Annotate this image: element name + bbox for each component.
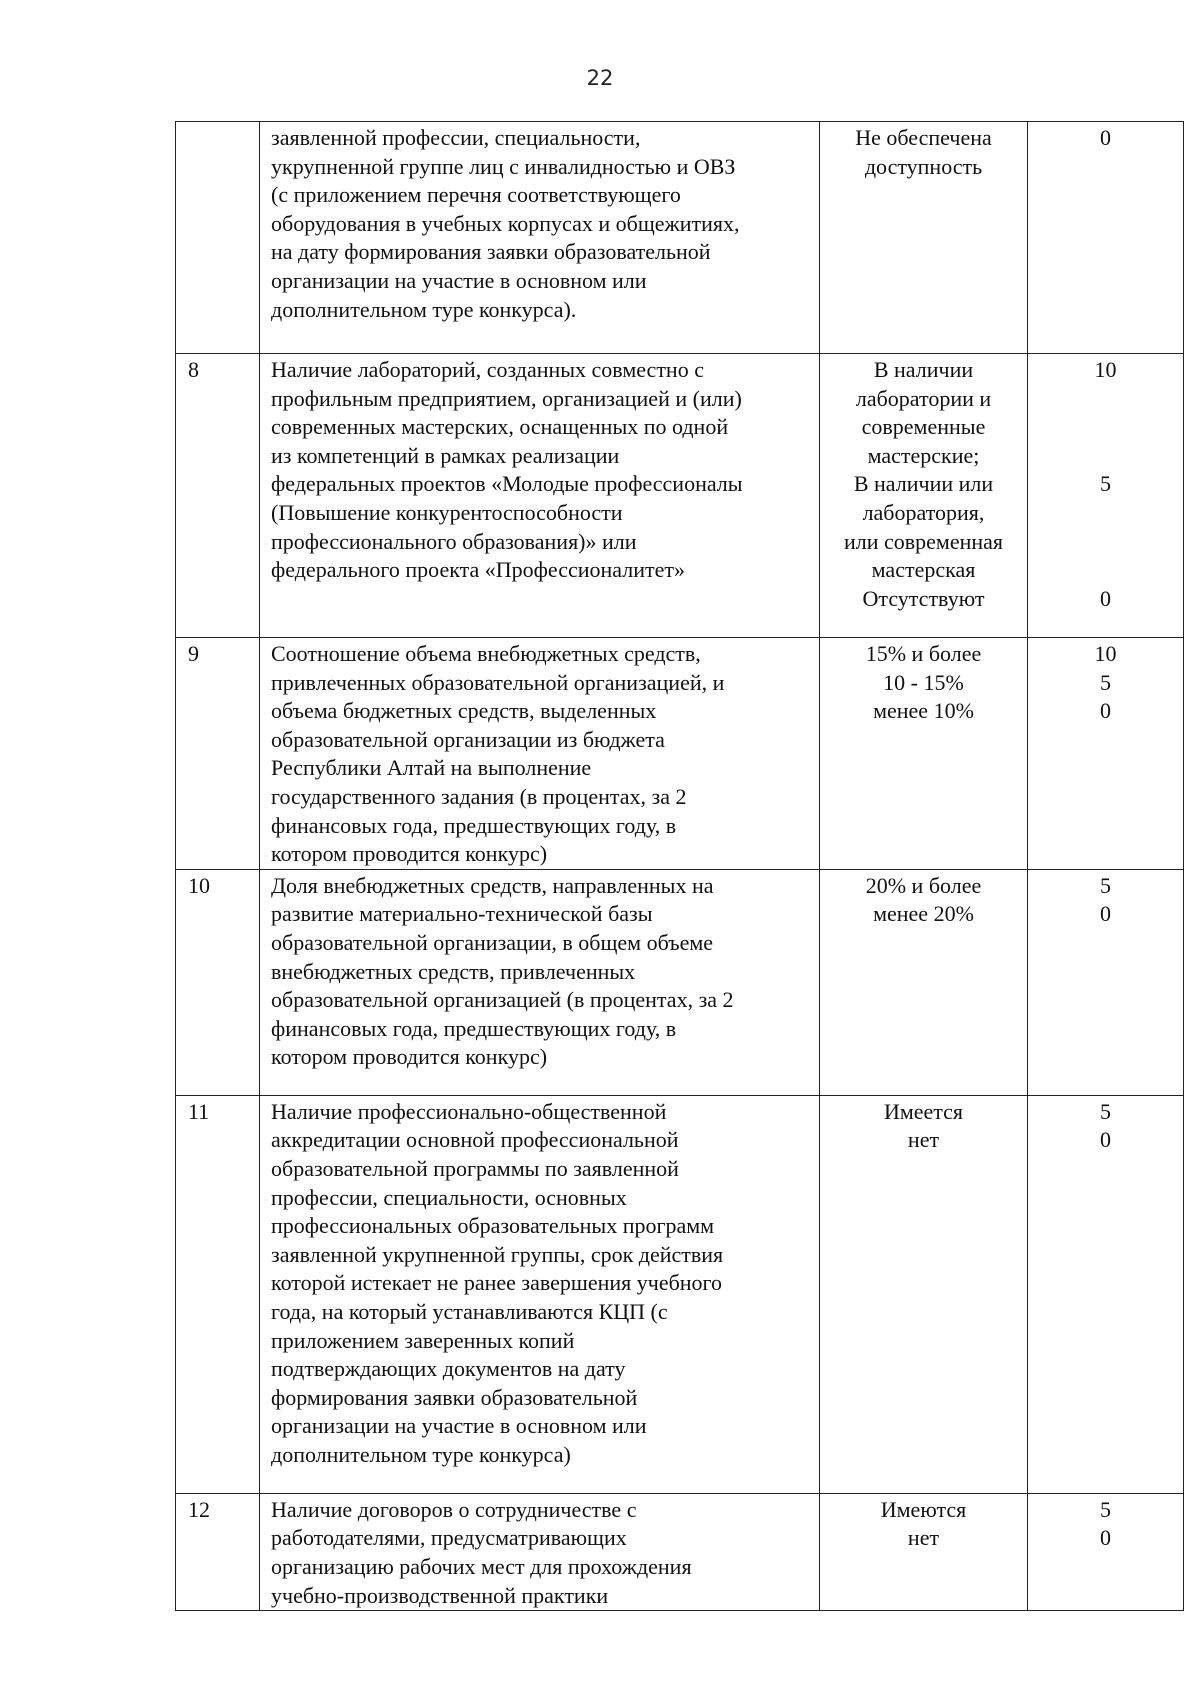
description-line: организации на участие в основном или <box>271 267 647 293</box>
criterion-score-cell <box>1028 1095 1184 1493</box>
table-row <box>176 122 1184 354</box>
spacer <box>1028 413 1183 442</box>
score-line: 0 <box>1100 1525 1111 1551</box>
criterion-score-cell <box>1028 638 1184 870</box>
criterion-condition-cell <box>820 869 1028 1095</box>
description-line: Соотношение объема внебюджетных средств, <box>271 641 701 666</box>
description-line: образовательной организацией (в процентах, за 2 <box>271 987 734 1013</box>
criteria-table-body <box>176 122 1184 1611</box>
condition-line: Имеются <box>880 1496 967 1522</box>
criterion-description-cell <box>260 354 820 638</box>
criterion-description-cell <box>260 122 820 354</box>
description-line: подтверждающих документов на дату <box>271 1356 626 1382</box>
description-line: профессии, специальности, основных <box>271 1184 627 1210</box>
criterion-condition-cell <box>820 122 1028 354</box>
table-row <box>176 869 1184 1095</box>
row-number-cell: 10 <box>176 869 260 1095</box>
condition-line: 10 - 15% <box>883 669 964 695</box>
table-row <box>176 638 1184 870</box>
spacer <box>1028 499 1183 528</box>
condition-line: мастерская <box>871 557 976 583</box>
description-line: современных мастерских, оснащенных по одной <box>271 414 729 440</box>
score-line: 5 <box>1100 1496 1111 1522</box>
criterion-description-cell <box>260 638 820 870</box>
score-line: 0 <box>1100 698 1111 724</box>
description-line: образовательной организации из бюджета <box>271 726 665 752</box>
row-number-cell: 9 <box>176 638 260 870</box>
description-line: профессиональных образовательных программ <box>271 1213 715 1239</box>
condition-line: Отсутствуют <box>862 585 985 611</box>
description-line: аккредитации основной профессиональной <box>271 1127 679 1153</box>
row-number-cell <box>176 122 260 354</box>
score-line: 10 <box>1094 641 1117 666</box>
condition-line: менее 20% <box>873 901 974 927</box>
criterion-condition-cell <box>820 354 1028 638</box>
condition-line: 20% и более <box>865 872 982 898</box>
description-line: финансовых года, предшествующих году, в <box>271 1015 677 1041</box>
score-line: 0 <box>1100 125 1111 150</box>
description-line: дополнительном туре конкурса) <box>271 1441 571 1467</box>
criterion-description-cell <box>260 1493 820 1610</box>
criterion-score-cell <box>1028 1493 1184 1610</box>
condition-line: Имеется <box>883 1098 964 1124</box>
description-line: федеральных проектов «Молодые профессионалы <box>271 471 743 497</box>
description-line: заявленной укрупненной группы, срок действия <box>271 1241 724 1267</box>
condition-line: современные <box>861 414 986 440</box>
description-line: Наличие лабораторий, созданных совместно с <box>271 357 704 382</box>
row-number-cell: 8 <box>176 354 260 638</box>
description-line: года, на который устанавливаются КЦП (с <box>271 1298 668 1324</box>
score-line: 0 <box>1100 585 1111 611</box>
condition-line: В наличии или <box>853 471 994 497</box>
condition-line: В наличии <box>873 357 974 382</box>
condition-line: или современная <box>843 528 1004 554</box>
table-row <box>176 1493 1184 1610</box>
condition-line: доступность <box>864 153 983 179</box>
description-line: формирования заявки образовательной <box>271 1384 638 1410</box>
condition-line: 15% и более <box>865 641 982 666</box>
page-number: 22 <box>586 66 614 90</box>
table-row <box>176 1095 1184 1493</box>
description-line: укрупненной группе лиц с инвалидностью и ОВЗ <box>271 153 736 179</box>
condition-line: менее 10% <box>873 698 974 724</box>
description-line: дополнительном туре конкурса). <box>271 296 577 322</box>
description-line: образовательной программы по заявленной <box>271 1155 679 1181</box>
description-line: Республики Алтай на выполнение <box>271 755 592 781</box>
spacer <box>1028 442 1183 471</box>
score-line: 5 <box>1100 471 1111 497</box>
description-line: привлеченных образовательной организацией, и <box>271 669 725 695</box>
description-line: государственного задания (в процентах, за 2 <box>271 783 687 809</box>
criterion-condition-cell <box>820 1095 1028 1493</box>
condition-line: нет <box>907 1127 940 1153</box>
row-number-cell: 11 <box>176 1095 260 1493</box>
condition-line: Не обеспечена <box>855 125 992 150</box>
criterion-description-cell <box>260 1095 820 1493</box>
description-line: из компетенций в рамках реализации <box>271 442 620 468</box>
description-line: которой истекает не ранее завершения учебного <box>271 1270 723 1296</box>
score-line: 5 <box>1100 872 1111 898</box>
score-line: 0 <box>1100 1127 1111 1153</box>
score-line: 5 <box>1100 669 1111 695</box>
description-line: котором проводится конкурс) <box>271 1044 548 1070</box>
description-line: федерального проекта «Профессионалитет» <box>271 557 685 583</box>
description-line: профессионального образования)» или <box>271 528 637 554</box>
condition-line: мастерские; <box>867 442 980 468</box>
description-line: организации на участие в основном или <box>271 1413 647 1439</box>
row-number-cell: 12 <box>176 1493 260 1610</box>
description-line: Доля внебюджетных средств, направленных на <box>271 872 714 898</box>
description-line: (с приложением перечня соответствующего <box>271 182 681 208</box>
description-line: Наличие договоров о сотрудничестве с <box>271 1496 637 1522</box>
criteria-table <box>175 121 1184 1611</box>
score-line: 10 <box>1094 357 1117 382</box>
description-line: Наличие профессионально-общественной <box>271 1098 667 1124</box>
criterion-description-cell <box>260 869 820 1095</box>
description-line: объема бюджетных средств, выделенных <box>271 698 657 724</box>
score-line: 0 <box>1100 901 1111 927</box>
score-line: 5 <box>1100 1098 1111 1124</box>
description-line: заявленной профессии, специальности, <box>271 125 641 150</box>
spacer <box>1028 528 1183 557</box>
description-line: работодателями, предусматривающих <box>271 1525 627 1551</box>
description-line: на дату формирования заявки образовательной <box>271 239 711 265</box>
criterion-score-cell <box>1028 354 1184 638</box>
description-line: организацию рабочих мест для прохождения <box>271 1553 692 1579</box>
description-line: учебно-производственной практики <box>271 1582 609 1608</box>
description-line: приложением заверенных копий <box>271 1327 575 1353</box>
spacer <box>1028 556 1183 585</box>
criterion-condition-cell <box>820 638 1028 870</box>
description-line: котором проводится конкурс) <box>271 841 548 867</box>
description-line: образовательной организации, в общем объеме <box>271 929 714 955</box>
condition-line: лаборатории и <box>855 385 992 411</box>
description-line: профильным предприятием, организацией и (или) <box>271 385 742 411</box>
spacer <box>1028 385 1183 414</box>
criterion-score-cell <box>1028 122 1184 354</box>
criterion-condition-cell <box>820 1493 1028 1610</box>
table-row <box>176 354 1184 638</box>
description-line: (Повышение конкурентоспособности <box>271 499 623 525</box>
condition-line: нет <box>907 1525 940 1551</box>
description-line: оборудования в учебных корпусах и общежитиях, <box>271 210 740 236</box>
criterion-score-cell <box>1028 869 1184 1095</box>
description-line: финансовых года, предшествующих году, в <box>271 812 677 838</box>
description-line: развитие материально-технической базы <box>271 901 653 927</box>
condition-line: лаборатория, <box>862 499 985 525</box>
description-line: внебюджетных средств, привлеченных <box>271 958 636 984</box>
